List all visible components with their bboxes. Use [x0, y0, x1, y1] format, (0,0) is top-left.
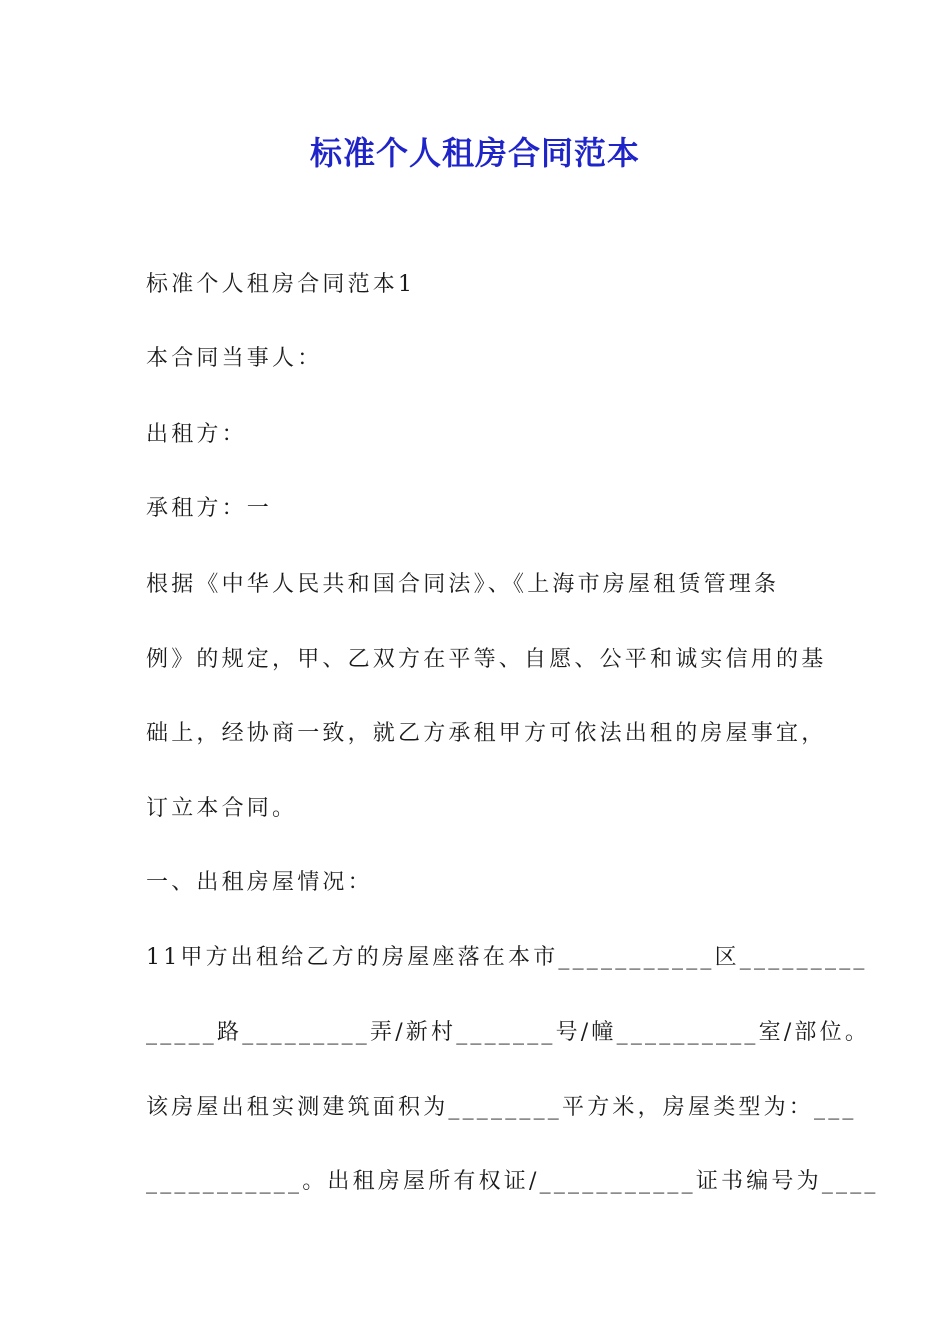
- parties-label: 本合同当事人：: [146, 346, 323, 371]
- body-line: 11甲方出租给乙方的房屋座落在本市___________区_________: [146, 945, 868, 970]
- lessor-label: 出租方：: [146, 422, 247, 447]
- body-line: 订立本合同。: [146, 796, 298, 821]
- body-line: 根据《中华人民共和国合同法》、《上海市房屋租赁管理条: [146, 572, 780, 597]
- section-heading-contract-1: 标准个人租房合同范本1: [146, 272, 416, 297]
- document-title: 标准个人租房合同范本: [309, 134, 640, 172]
- body-line: 础上，经协商一致，就乙方承租甲方可依法出租的房屋事宜，: [146, 721, 827, 746]
- lessee-label: 承租方：一: [146, 496, 273, 521]
- clause-heading-property: 一、出租房屋情况：: [146, 870, 373, 895]
- body-line: ___________。出租房屋所有权证/___________证书编号为____: [146, 1169, 879, 1194]
- body-line: _____路_________弄/新村_______号/幢__________室/部位。: [146, 1020, 871, 1045]
- body-line: 该房屋出租实测建筑面积为________平方米，房屋类型为：___: [146, 1095, 857, 1120]
- body-line: 例》的规定，甲、乙双方在平等、自愿、公平和诚实信用的基: [146, 647, 827, 672]
